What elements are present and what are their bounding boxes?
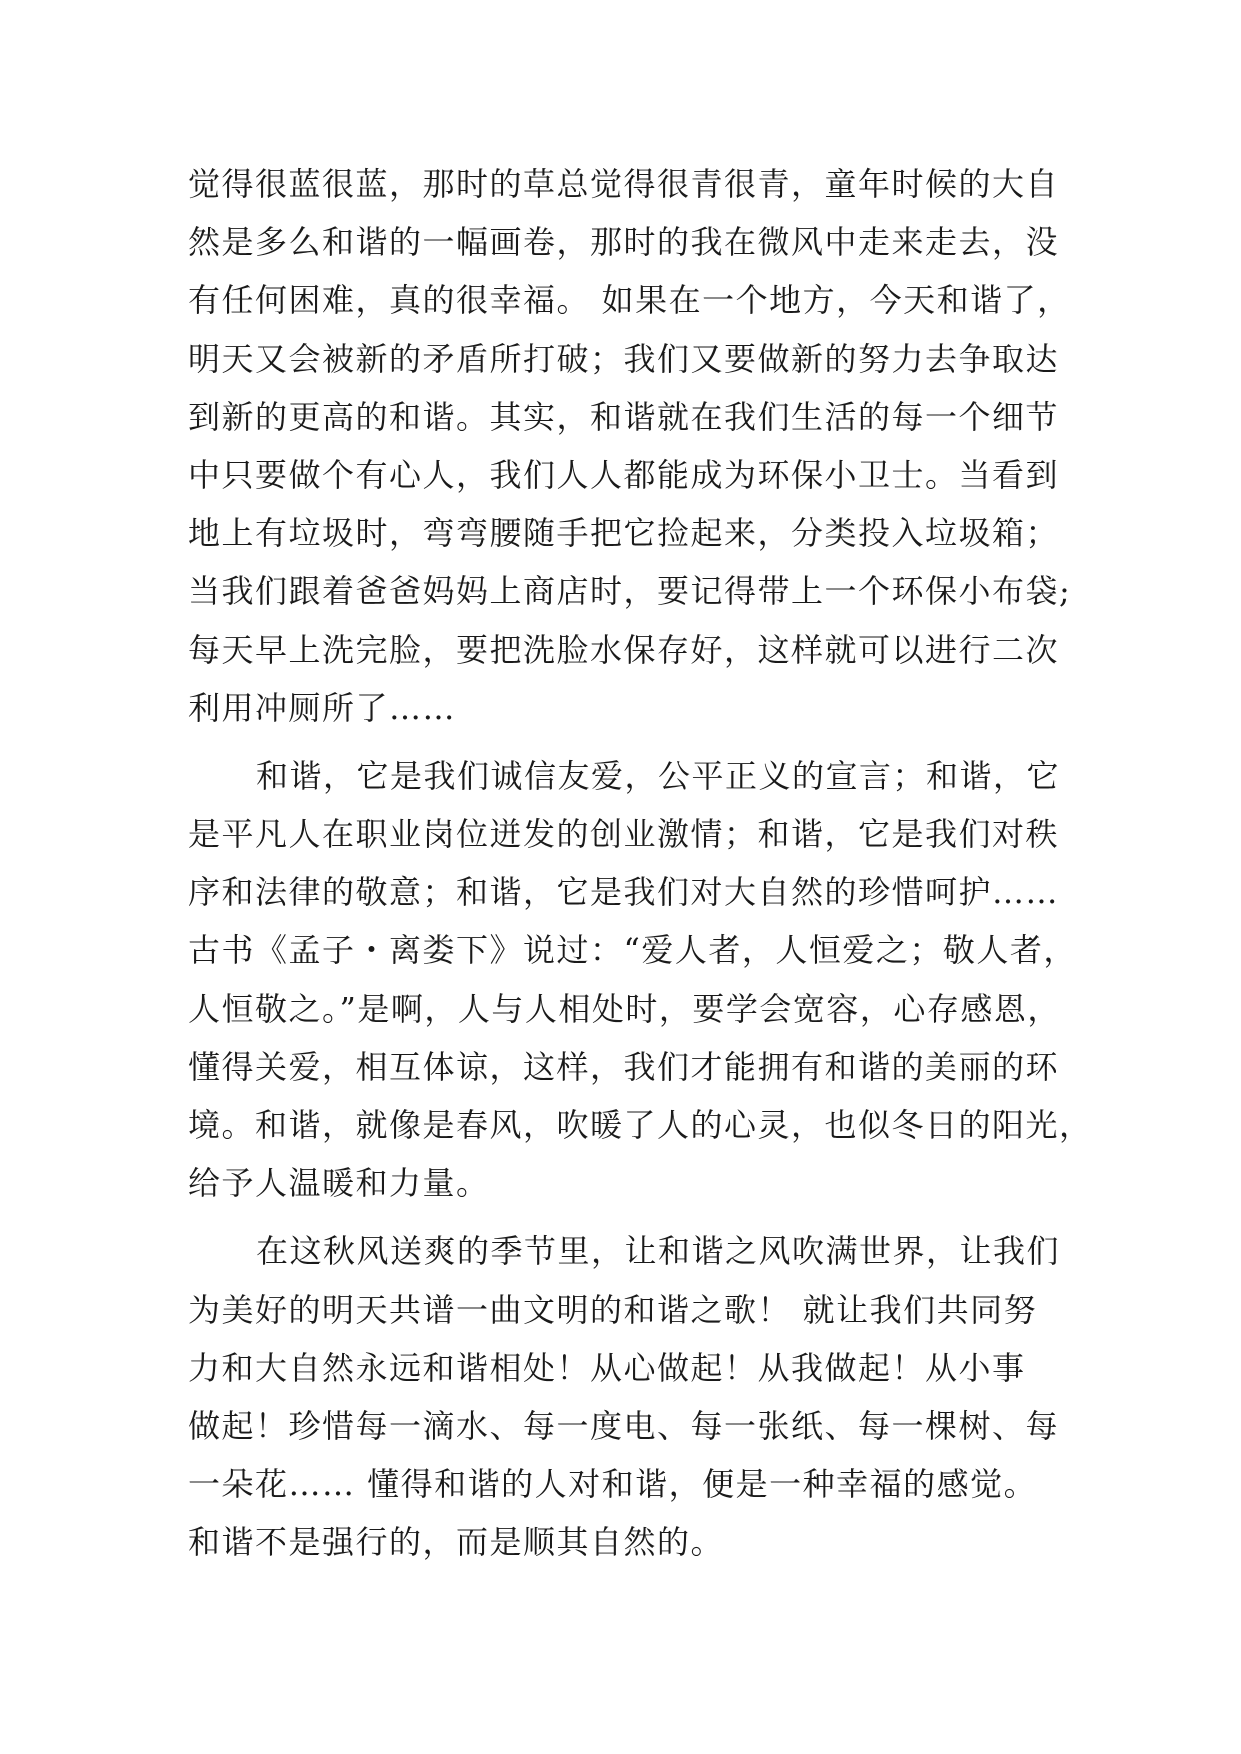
text-line: 力和大自然永远和谐相处！从心做起！从我做起！从小事	[188, 1348, 1026, 1387]
text-line: 和谐不是强行的，而是顺其自然的。	[188, 1523, 725, 1562]
text-line: 为美好的明天共谱一曲文明的和谐之歌！ 就让我们共同努	[188, 1290, 1038, 1329]
text-line: 地上有垃圾时，弯弯腰随手把它捡起来，分类投入垃圾箱；	[188, 514, 1060, 553]
paragraph-3	[188, 1222, 1068, 1571]
text-line: 在这秋风送爽的季节里，让和谐之风吹满世界，让我们	[256, 1232, 1061, 1271]
text-line: 到新的更高的和谐。其实，和谐就在我们生活的每一个细节	[188, 397, 1060, 436]
text-line: 当我们跟着爸爸妈妈上商店时，要记得带上一个环保小布袋;	[188, 572, 1072, 611]
paragraph-1	[188, 155, 1072, 737]
text-line: 序和法律的敬意；和谐，它是我们对大自然的珍惜呵护……	[188, 873, 1060, 912]
text-line: 利用冲厕所了……	[188, 688, 457, 727]
text-line: 一朵花…… 懂得和谐的人对和谐，便是一种幸福的感觉。	[188, 1465, 1038, 1504]
text-line: 觉得很蓝很蓝，那时的草总觉得很青很青，童年时候的大自	[188, 165, 1060, 203]
text-line: 然是多么和谐的一幅画卷，那时的我在微风中走来走去，没	[188, 223, 1060, 262]
text-line: 懂得关爱，相互体谅，这样，我们才能拥有和谐的美丽的环	[188, 1047, 1060, 1086]
text-line: 给予人温暖和力量。	[188, 1164, 490, 1203]
text-line: 和谐，它是我们诚信友爱，公平正义的宣言；和谐，它	[256, 756, 1061, 795]
paragraph-spacer	[188, 1212, 1068, 1222]
text-line: 每天早上洗完脸，要把洗脸水保存好，这样就可以进行二次	[188, 630, 1060, 669]
text-line: 古书《孟子・离娄下》说过：“爱人者，人恒爱之；敬人者，	[188, 931, 1077, 970]
paragraph-2	[188, 747, 1093, 1213]
text-line: 中只要做个有心人，我们人人都能成为环保小卫士。当看到	[188, 455, 1060, 494]
document-body	[188, 155, 1093, 1572]
text-line: 有任何困难，真的很幸福。 如果在一个地方，今天和谐了，	[188, 281, 1071, 320]
text-line: 做起！珍惜每一滴水、每一度电、每一张纸、每一棵树、每	[188, 1406, 1060, 1445]
text-line: 是平凡人在职业岗位迸发的创业激情；和谐，它是我们对秩	[188, 815, 1060, 854]
text-line: 人恒敬之。”是啊，人与人相处时，要学会宽容，心存感恩，	[188, 989, 1061, 1028]
paragraph-spacer	[188, 737, 1068, 747]
text-line: 境。和谐，就像是春风，吹暖了人的心灵，也似冬日的阳光，	[188, 1106, 1093, 1144]
text-line: 明天又会被新的矛盾所打破；我们又要做新的努力去争取达	[188, 339, 1060, 378]
